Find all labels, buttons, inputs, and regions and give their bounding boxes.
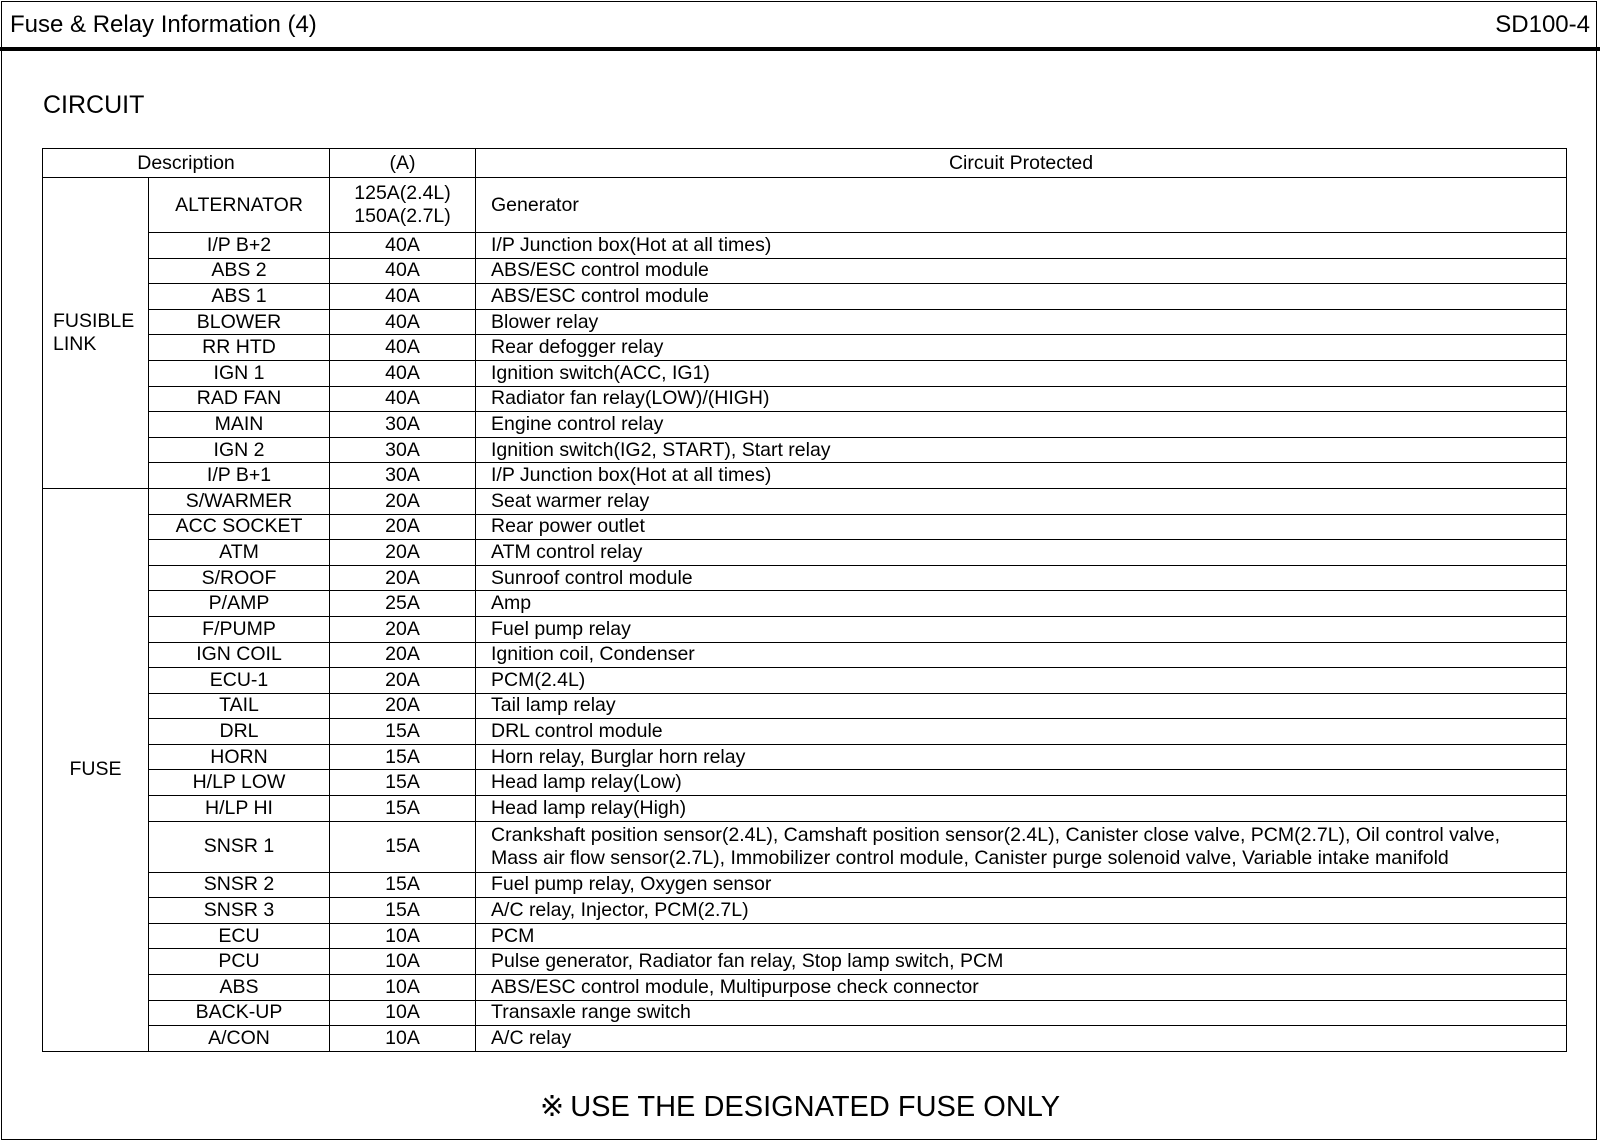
table-row (43, 923, 1567, 949)
circuit-text: DRL control module (491, 720, 663, 743)
table-row (43, 360, 1567, 386)
circuit-text: Tail lamp relay (491, 694, 616, 717)
fuse-name-cell: H/LP LOW (149, 770, 330, 796)
amperage-value: 20A (385, 540, 420, 563)
circuit-text: Engine control relay (491, 412, 664, 435)
fuse-name-cell: F/PUMP (149, 616, 330, 642)
page-code: SD100-4 (1495, 11, 1590, 38)
circuit-text: Ignition switch(IG2, START), Start relay (491, 438, 831, 461)
circuit-text: ABS/ESC control module (491, 284, 709, 307)
amperage-cell (330, 258, 476, 284)
group-label-line: FUSIBLE (53, 309, 135, 332)
circuit-text: I/P Junction box(Hot at all times) (491, 464, 772, 487)
fuse-name-cell: BLOWER (149, 309, 330, 335)
amperage-value: 40A (385, 284, 420, 307)
amperage-cell (330, 233, 476, 259)
circuit-cell (476, 284, 1567, 310)
fuse-name-cell: BACK-UP (149, 1000, 330, 1026)
amperage-cell (330, 540, 476, 566)
footer-note-text: USE THE DESIGNATED FUSE ONLY (570, 1091, 1061, 1123)
amperage-cell (330, 1026, 476, 1052)
amperage-cell (330, 949, 476, 975)
circuit-cell (476, 437, 1567, 463)
circuit-cell (476, 258, 1567, 284)
table-row (43, 386, 1567, 412)
amperage-cell (330, 591, 476, 617)
fuse-name-cell: S/ROOF (149, 565, 330, 591)
fuse-name-cell: TAIL (149, 693, 330, 719)
amperage-cell (330, 872, 476, 898)
circuit-cell (476, 975, 1567, 1001)
fuse-name-cell: HORN (149, 744, 330, 770)
fuse-name-cell: IGN 1 (149, 360, 330, 386)
circuit-cell (476, 178, 1567, 233)
fuse-name-cell: SNSR 1 (149, 821, 330, 872)
amperage-value: 20A (385, 643, 420, 666)
table-row (43, 821, 1567, 872)
amperage-value: 10A (385, 1001, 420, 1024)
amperage-cell (330, 360, 476, 386)
table-row (43, 616, 1567, 642)
page-title: Fuse & Relay Information (4) (10, 11, 317, 38)
amperage-cell (330, 386, 476, 412)
amperage-cell (330, 514, 476, 540)
circuit-text: Ignition coil, Condenser (491, 643, 695, 666)
fuse-name-cell: S/WARMER (149, 488, 330, 514)
circuit-cell (476, 514, 1567, 540)
fuse-name-cell: MAIN (149, 412, 330, 438)
table-row (43, 1000, 1567, 1026)
amperage-value: 30A (385, 412, 420, 435)
fuse-name-cell: ALTERNATOR (149, 178, 330, 233)
circuit-text: Fuel pump relay (491, 617, 631, 640)
amperage-cell (330, 463, 476, 489)
amperage-value: 15A (385, 796, 420, 819)
table-row (43, 591, 1567, 617)
amperage-value: 25A (385, 592, 420, 615)
circuit-cell (476, 360, 1567, 386)
fuse-name-cell: RR HTD (149, 335, 330, 361)
fuse-name-cell: I/P B+2 (149, 233, 330, 259)
amperage-value: 15A (385, 771, 420, 794)
amperage-value: 20A (385, 489, 420, 512)
circuit-cell (476, 949, 1567, 975)
circuit-cell (476, 412, 1567, 438)
circuit-text: Seat warmer relay (491, 489, 650, 512)
amperage-cell (330, 796, 476, 822)
amperage-cell (330, 975, 476, 1001)
circuit-cell (476, 565, 1567, 591)
table-row (43, 178, 1567, 233)
amperage-value: 30A (385, 464, 420, 487)
circuit-cell (476, 770, 1567, 796)
amperage-cell (330, 178, 476, 233)
amperage-cell (330, 284, 476, 310)
amperage-value: 30A (385, 438, 420, 461)
table-row (43, 284, 1567, 310)
circuit-cell (476, 540, 1567, 566)
circuit-cell (476, 872, 1567, 898)
amperage-value: 150A(2.7L) (354, 205, 451, 227)
table-row (43, 309, 1567, 335)
group-label-line: FUSE (69, 758, 122, 781)
fuse-name-cell: H/LP HI (149, 796, 330, 822)
amperage-cell (330, 437, 476, 463)
amperage-cell (330, 898, 476, 924)
circuit-text: ABS/ESC control module, Multipurpose check connector (491, 975, 979, 998)
circuit-text: PCM(2.4L) (491, 668, 586, 691)
circuit-text: Crankshaft position sensor(2.4L), Camshaft position sensor(2.4L), Canister close valve, PCM(2.7L), Oil control valve, (491, 823, 1501, 846)
table-row (43, 463, 1567, 489)
amperage-value: 10A (385, 975, 420, 998)
circuit-text: Rear power outlet (491, 515, 645, 538)
amperage-cell (330, 693, 476, 719)
fuse-name-cell: RAD FAN (149, 386, 330, 412)
circuit-cell (476, 309, 1567, 335)
amperage-cell (330, 744, 476, 770)
table-row (43, 642, 1567, 668)
fuse-name-cell: ABS 2 (149, 258, 330, 284)
fuse-name-cell: ACC SOCKET (149, 514, 330, 540)
amperage-value: 40A (385, 336, 420, 359)
column-header-circuit: Circuit Protected (476, 149, 1567, 178)
circuit-cell (476, 488, 1567, 514)
amperage-value: 10A (385, 924, 420, 947)
amperage-cell (330, 565, 476, 591)
fuse-name-cell: DRL (149, 719, 330, 745)
table-header-row (43, 149, 1567, 178)
circuit-text: Radiator fan relay(LOW)/(HIGH) (491, 387, 770, 410)
table-row (43, 412, 1567, 438)
amperage-value: 20A (385, 694, 420, 717)
table-row (43, 514, 1567, 540)
circuit-text: Sunroof control module (491, 566, 693, 589)
circuit-cell (476, 1000, 1567, 1026)
amperage-value: 40A (385, 361, 420, 384)
circuit-cell (476, 233, 1567, 259)
circuit-cell (476, 668, 1567, 694)
amperage-cell (330, 309, 476, 335)
circuit-text: Ignition switch(ACC, IG1) (491, 361, 710, 384)
table-row (43, 540, 1567, 566)
amperage-value: 10A (385, 1027, 420, 1050)
table-row (43, 898, 1567, 924)
circuit-cell (476, 591, 1567, 617)
table-body (43, 178, 1567, 1052)
circuit-text: Blower relay (491, 310, 599, 333)
page-header (0, 0, 1600, 51)
circuit-text: Head lamp relay(Low) (491, 771, 682, 794)
circuit-cell (476, 898, 1567, 924)
circuit-cell (476, 821, 1567, 872)
circuit-text: Pulse generator, Radiator fan relay, Stop lamp switch, PCM (491, 950, 1004, 973)
circuit-text: I/P Junction box(Hot at all times) (491, 233, 772, 256)
circuit-text: Generator (491, 193, 579, 216)
amperage-value: 20A (385, 668, 420, 691)
fuse-name-cell: ABS (149, 975, 330, 1001)
table-row (43, 437, 1567, 463)
table-row (43, 949, 1567, 975)
fuse-name-cell: PCU (149, 949, 330, 975)
circuit-text: Rear defogger relay (491, 336, 664, 359)
amperage-cell (330, 488, 476, 514)
table-row (43, 719, 1567, 745)
table-row (43, 744, 1567, 770)
circuit-cell (476, 335, 1567, 361)
circuit-text: ATM control relay (491, 540, 643, 563)
reference-mark-icon: ※ (539, 1091, 565, 1123)
amperage-value: 40A (385, 387, 420, 410)
circuit-text: Amp (491, 592, 532, 615)
fuse-name-cell: IGN COIL (149, 642, 330, 668)
fuse-name-cell: SNSR 3 (149, 898, 330, 924)
amperage-value: 20A (385, 566, 420, 589)
amperage-value: 15A (385, 835, 420, 858)
fuse-table (42, 148, 1567, 1052)
table-row (43, 975, 1567, 1001)
fuse-name-cell: A/CON (149, 1026, 330, 1052)
circuit-cell (476, 616, 1567, 642)
amperage-cell (330, 821, 476, 872)
table-row (43, 233, 1567, 259)
fuse-name-cell: ABS 1 (149, 284, 330, 310)
circuit-text: A/C relay, Injector, PCM(2.7L) (491, 899, 749, 922)
table-row (43, 488, 1567, 514)
circuit-cell (476, 693, 1567, 719)
circuit-text: Mass air flow sensor(2.7L), Immobilizer control module, Canister purge solenoid valve, Variable intake manifold (491, 846, 1449, 869)
amperage-cell (330, 412, 476, 438)
amperage-value: 15A (385, 745, 420, 768)
amperage-cell (330, 616, 476, 642)
fuse-name-cell: P/AMP (149, 591, 330, 617)
amperage-value: 10A (385, 950, 420, 973)
table-row (43, 668, 1567, 694)
amperage-cell (330, 770, 476, 796)
amperage-cell (330, 668, 476, 694)
amperage-cell (330, 923, 476, 949)
amperage-cell (330, 335, 476, 361)
group-label-line: LINK (53, 332, 97, 355)
footer-note (0, 1089, 1600, 1124)
amperage-value: 125A(2.4L) (354, 182, 451, 204)
circuit-cell (476, 719, 1567, 745)
table-row (43, 770, 1567, 796)
table-row (43, 335, 1567, 361)
section-title: CIRCUIT (43, 91, 145, 119)
circuit-text: Fuel pump relay, Oxygen sensor (491, 873, 772, 896)
table-row (43, 258, 1567, 284)
amperage-value: 40A (385, 233, 420, 256)
circuit-cell (476, 796, 1567, 822)
table-row (43, 1026, 1567, 1052)
fuse-name-cell: IGN 2 (149, 437, 330, 463)
circuit-text: Horn relay, Burglar horn relay (491, 745, 746, 768)
table-row (43, 565, 1567, 591)
fuse-name-cell: ECU (149, 923, 330, 949)
circuit-text: Head lamp relay(High) (491, 796, 687, 819)
amperage-cell (330, 719, 476, 745)
table-row (43, 872, 1567, 898)
amperage-value: 20A (385, 617, 420, 640)
circuit-cell (476, 923, 1567, 949)
amperage-value: 15A (385, 899, 420, 922)
table-row (43, 796, 1567, 822)
circuit-text: A/C relay (491, 1027, 572, 1050)
circuit-text: ABS/ESC control module (491, 259, 709, 282)
circuit-cell (476, 1026, 1567, 1052)
amperage-value: 15A (385, 720, 420, 743)
amperage-value: 40A (385, 259, 420, 282)
column-header-amperage: (A) (330, 149, 476, 178)
fuse-name-cell: SNSR 2 (149, 872, 330, 898)
group-label (43, 178, 149, 489)
circuit-cell (476, 463, 1567, 489)
column-header-description: Description (43, 149, 330, 178)
amperage-value: 40A (385, 310, 420, 333)
amperage-cell (330, 642, 476, 668)
group-label (43, 488, 149, 1051)
amperage-cell (330, 1000, 476, 1026)
circuit-cell (476, 642, 1567, 668)
table-row (43, 693, 1567, 719)
fuse-name-cell: ECU-1 (149, 668, 330, 694)
circuit-text: Transaxle range switch (491, 1001, 691, 1024)
circuit-cell (476, 744, 1567, 770)
circuit-cell (476, 386, 1567, 412)
amperage-value: 20A (385, 515, 420, 538)
amperage-value: 15A (385, 873, 420, 896)
fuse-name-cell: I/P B+1 (149, 463, 330, 489)
fuse-name-cell: ATM (149, 540, 330, 566)
circuit-text: PCM (491, 924, 535, 947)
